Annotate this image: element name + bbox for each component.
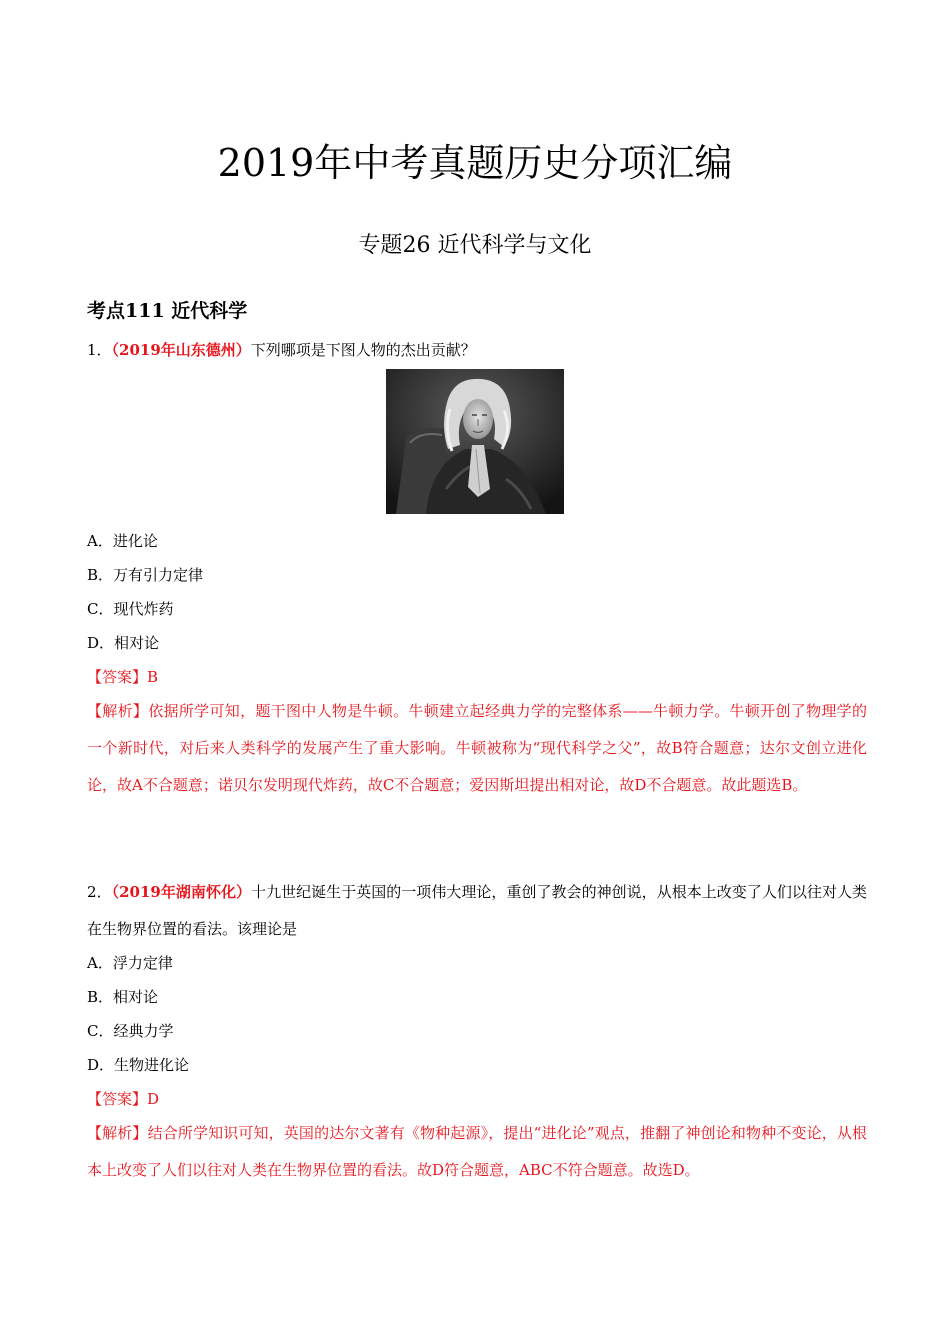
- question-2-analysis: [87, 1115, 867, 1189]
- document-subtitle: 专题26 近代科学与文化: [358, 233, 592, 258]
- question-1-answer: [87, 666, 867, 688]
- question-2-option-b: B．相对论: [87, 988, 159, 1006]
- analysis-label: 【解析】: [87, 1124, 148, 1142]
- question-2-option-a: A．浮力定律: [87, 954, 173, 972]
- question-2-stem: 十九世纪诞生于英国的一项伟大理论，重创了教会的神创说，从根本上改变了人们以往对人类在生物界位置的看法。该理论是: [87, 883, 868, 938]
- question-2-option-d: D．生物进化论: [87, 1056, 190, 1074]
- answer-label: 【答案】: [87, 1090, 148, 1108]
- question-1-option-b: B．万有引力定律: [87, 566, 204, 584]
- answer-label: 【答案】: [87, 668, 148, 686]
- question-1-number: 1．: [87, 341, 112, 359]
- question-1-source: （2019年山东德州）: [111, 341, 251, 359]
- question-1-stem: 下列哪项是下图人物的杰出贡献？: [250, 341, 476, 359]
- section-heading: 考点111 近代科学: [87, 300, 248, 322]
- answer-value: B: [147, 668, 159, 686]
- document-title: 2019年中考真题历史分项汇编: [217, 141, 733, 185]
- newton-portrait-image: [386, 369, 564, 514]
- analysis-text: 依据所学可知，题干图中人物是牛顿。牛顿建立起经典力学的完整体系——牛顿力学。牛顿开创了物理学的一个新时代，对后来人类科学的发展产生了重大影响。牛顿被称为“现代科学之父”，故B符合题意；达尔文创立进化论，故A不合题意；诺贝尔发明现代炸药，故C不合题意；爱因斯坦提出相对论，故D不合题意。故此题选B。: [87, 702, 867, 794]
- question-1-option-d: D．相对论: [87, 634, 160, 652]
- question-1-option-c: C．现代炸药: [87, 600, 174, 618]
- question-2-stem-block: [87, 874, 867, 948]
- question-2-number: 2．: [87, 883, 112, 901]
- question-1-stem-line: [87, 339, 867, 361]
- question-1-analysis: [87, 693, 867, 804]
- analysis-label: 【解析】: [87, 702, 149, 720]
- answer-value: D: [147, 1090, 160, 1108]
- question-1-option-a: A．进化论: [87, 532, 158, 550]
- analysis-text: 结合所学知识可知，英国的达尔文著有《物种起源》，提出“进化论”观点，推翻了神创论和物种不变论，从根本上改变了人们以往对人类在生物界位置的看法。故D符合题意，ABC不符合题意。故选D。: [87, 1124, 867, 1179]
- question-2-option-c: C．经典力学: [87, 1022, 174, 1040]
- question-2-source: （2019年湖南怀化）: [111, 883, 252, 901]
- question-2-answer: [87, 1088, 867, 1110]
